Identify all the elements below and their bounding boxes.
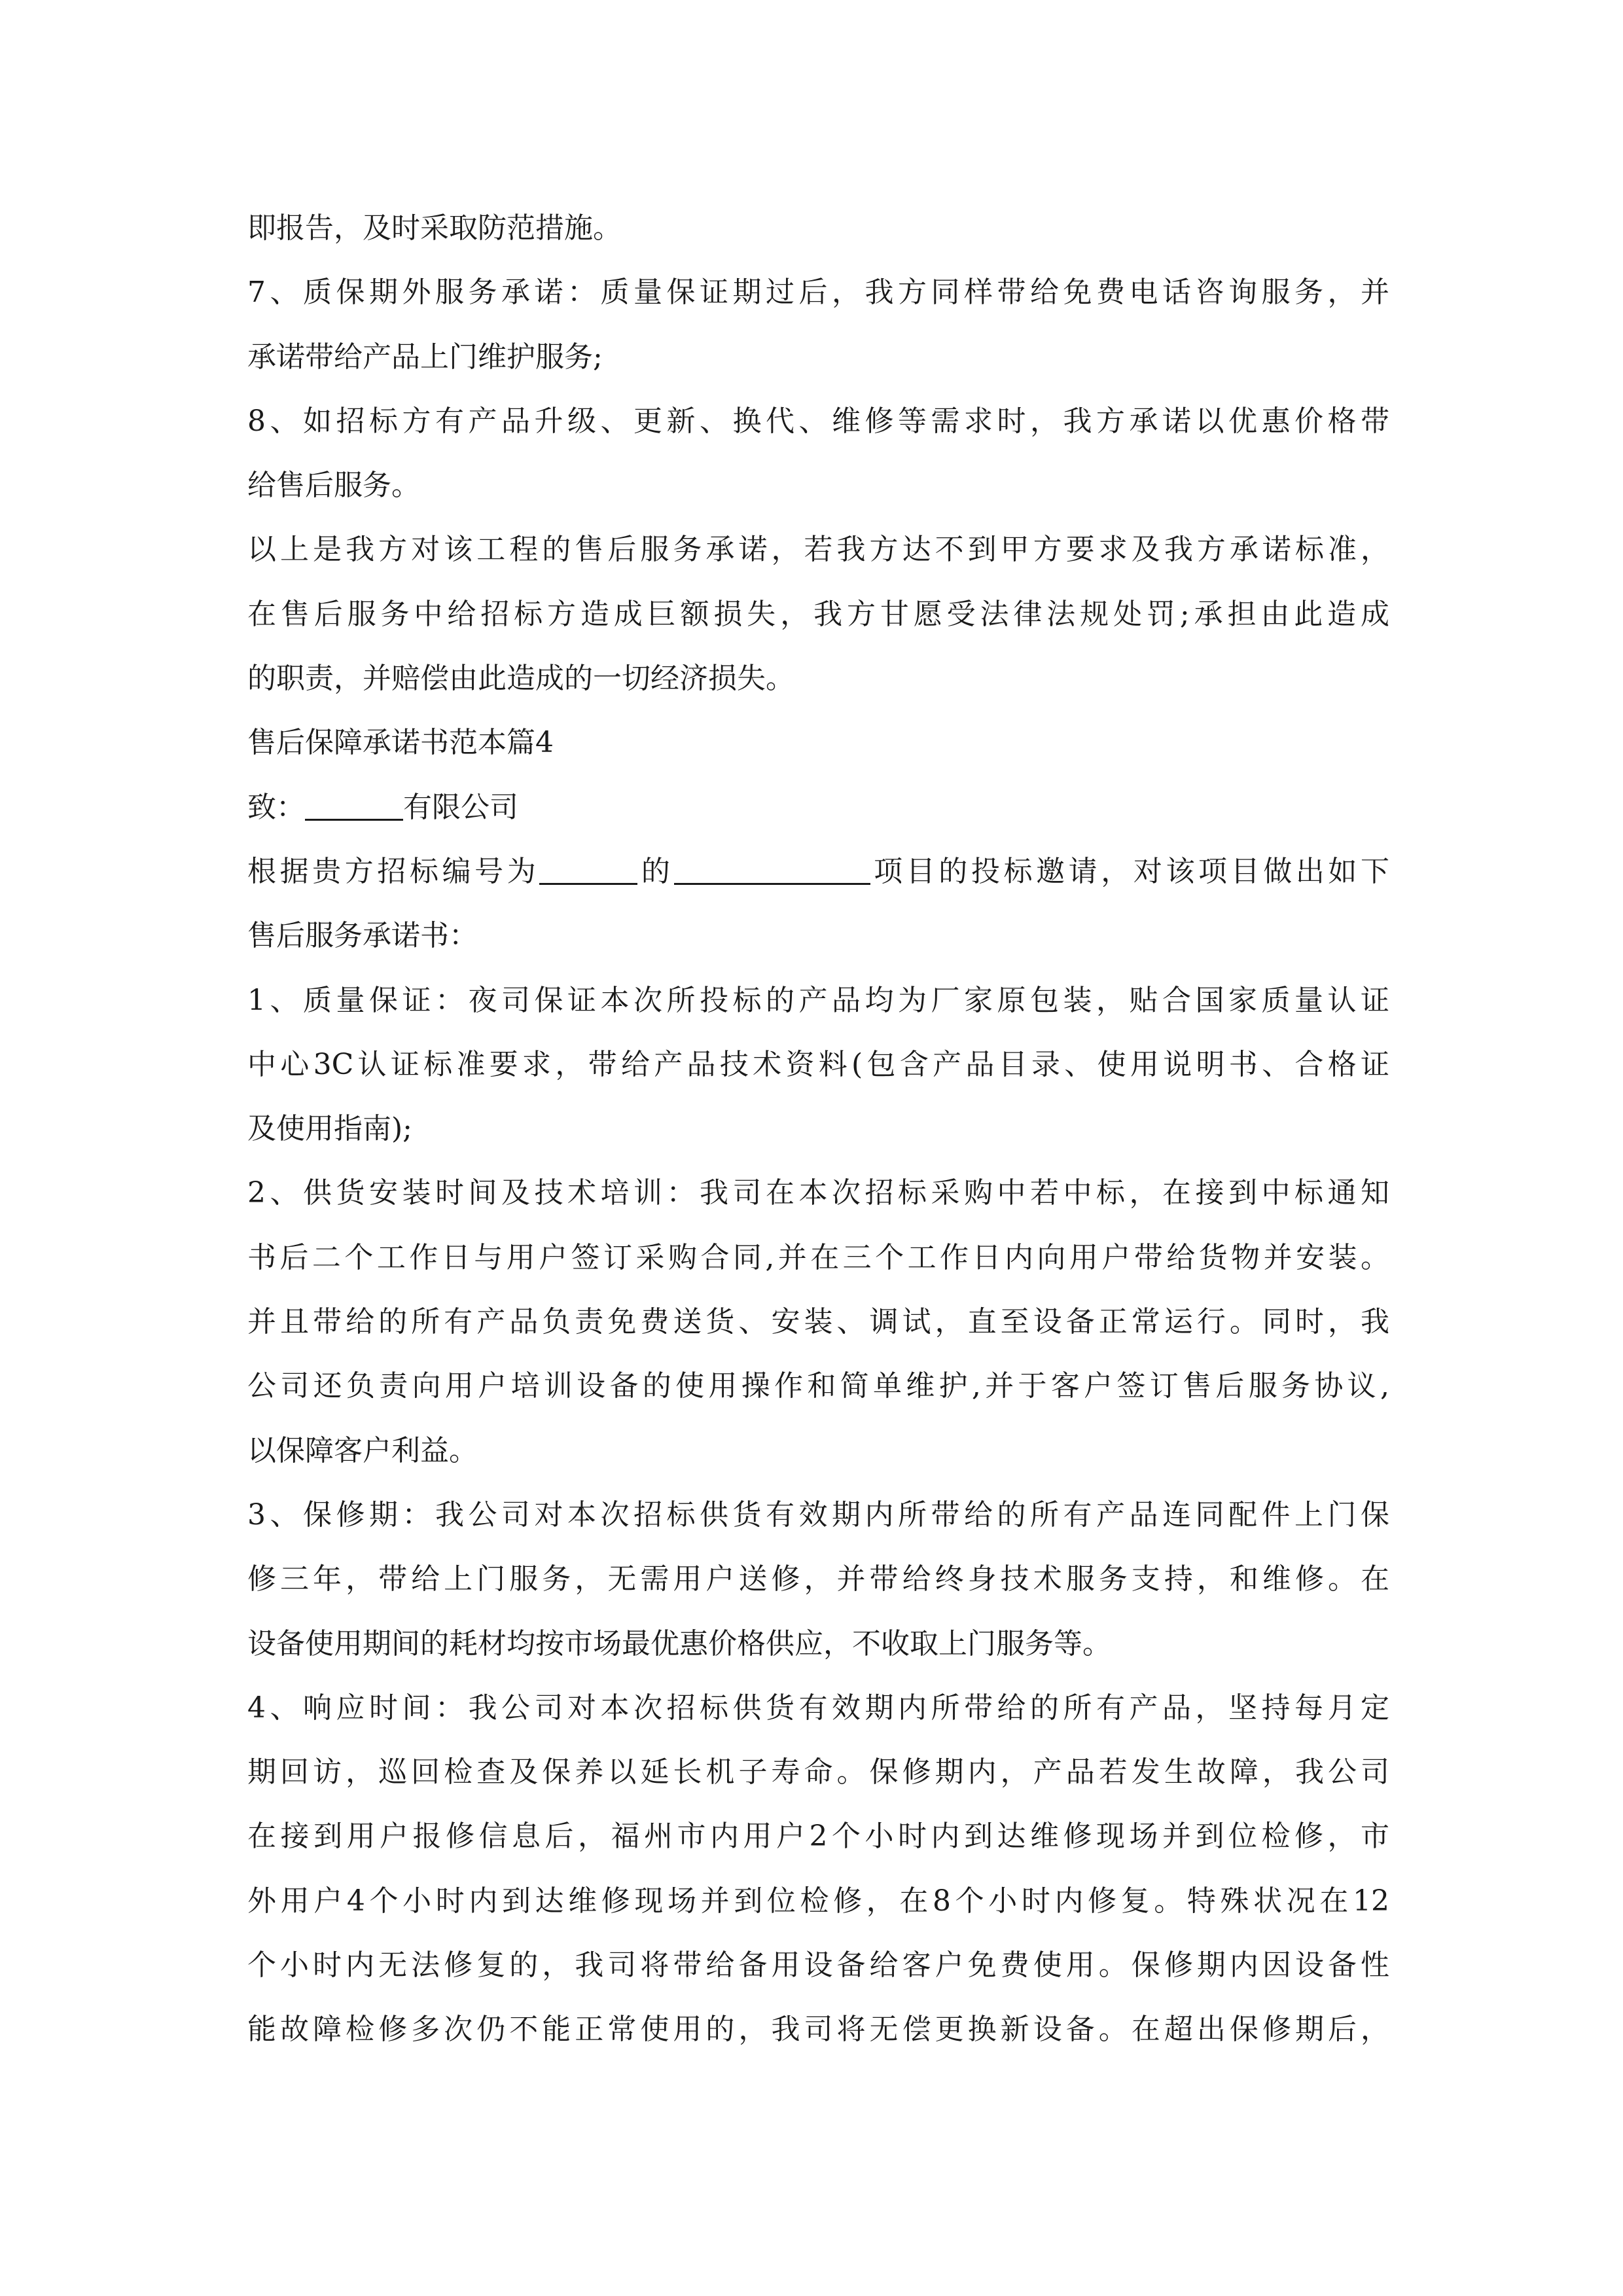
text-line: 期回访，巡回检查及保养以延长机子寿命。保修期内，产品若发生故障，我公司 (247, 1755, 1389, 1789)
text-line: 8、如招标方有产品升级、更新、换代、维修等需求时，我方承诺以优惠价格带 (247, 404, 1389, 438)
text-line: 售后服务承诺书： (247, 919, 478, 953)
text-line: 给售后服务。 (247, 469, 420, 503)
basis-part2: 的 (637, 854, 674, 888)
text-line: 4、响应时间：我公司对本次招标供货有效期内所带给的所有产品，坚持每月定 (247, 1691, 1389, 1725)
text-line: 3、保修期：我公司对本次招标供货有效期内所带给的所有产品连同配件上门保 (247, 1498, 1389, 1532)
text-line: 并且带给的所有产品负责免费送货、安装、调试，直至设备正常运行。同时，我 (247, 1305, 1389, 1339)
project-name-blank (674, 857, 870, 885)
text-line: 以上是我方对该工程的售后服务承诺，若我方达不到甲方要求及我方承诺标准， (247, 533, 1389, 567)
text-line: 书后二个工作日与用户签订采购合同,并在三个工作日内向用户带给货物并安装。 (247, 1240, 1389, 1274)
document-body (247, 196, 1389, 2062)
basis-part3: 项目的投标邀请，对该项目做出如下 (870, 854, 1390, 888)
text-line: 及使用指南); (247, 1112, 412, 1146)
text-line: 外用户4个小时内到达维修现场并到位检修，在8个小时内修复。特殊状况在12 (247, 1884, 1389, 1918)
text-line: 公司还负责向用户培训设备的使用操作和简单维护,并于客户签订售后服务协议, (247, 1369, 1389, 1403)
text-line: 修三年，带给上门服务，无需用户送修，并带给终身技术服务支持，和维修。在 (247, 1562, 1389, 1596)
company-name-blank (305, 793, 403, 821)
salutation-suffix: 有限公司 (403, 790, 518, 824)
text-line: 能故障检修多次仍不能正常使用的，我司将无偿更换新设备。在超出保修期后， (247, 2013, 1389, 2047)
text-line: 在接到用户报修信息后，福州市内用户2个小时内到达维修现场并到位检修，市 (247, 1820, 1389, 1854)
text-line: 在售后服务中给招标方造成巨额损失，我方甘愿受法律法规处罚;承担由此造成 (247, 597, 1389, 631)
text-line: 2、供货安装时间及技术培训：我司在本次招标采购中若中标，在接到中标通知 (247, 1176, 1389, 1210)
tender-number-blank (539, 857, 637, 885)
section-heading: 售后保障承诺书范本篇4 (247, 726, 554, 760)
text-line: 个小时内无法修复的，我司将带给备用设备给客户免费使用。保修期内因设备性 (247, 1948, 1389, 1982)
salutation-prefix: 致： (247, 790, 305, 824)
text-line: 承诺带给产品上门维护服务; (247, 340, 603, 374)
basis-line (247, 840, 1389, 904)
text-line: 中心3C认证标准要求，带给产品技术资料(包含产品目录、使用说明书、合格证 (247, 1047, 1389, 1081)
text-line: 7、质保期外服务承诺：质量保证期过后，我方同样带给免费电话咨询服务，并 (247, 276, 1389, 310)
text-line: 以保障客户利益。 (247, 1433, 478, 1467)
text-line: 设备使用期间的耗材均按市场最优惠价格供应，不收取上门服务等。 (247, 1626, 1111, 1660)
salutation-line (247, 776, 1389, 840)
text-line: 的职责，并赔偿由此造成的一切经济损失。 (247, 662, 794, 696)
text-line: 即报告，及时采取防范措施。 (247, 211, 622, 245)
text-line: 1、质量保证：夜司保证本次所投标的产品均为厂家原包装，贴合国家质量认证 (247, 983, 1389, 1017)
basis-part1: 根据贵方招标编号为 (247, 854, 540, 888)
